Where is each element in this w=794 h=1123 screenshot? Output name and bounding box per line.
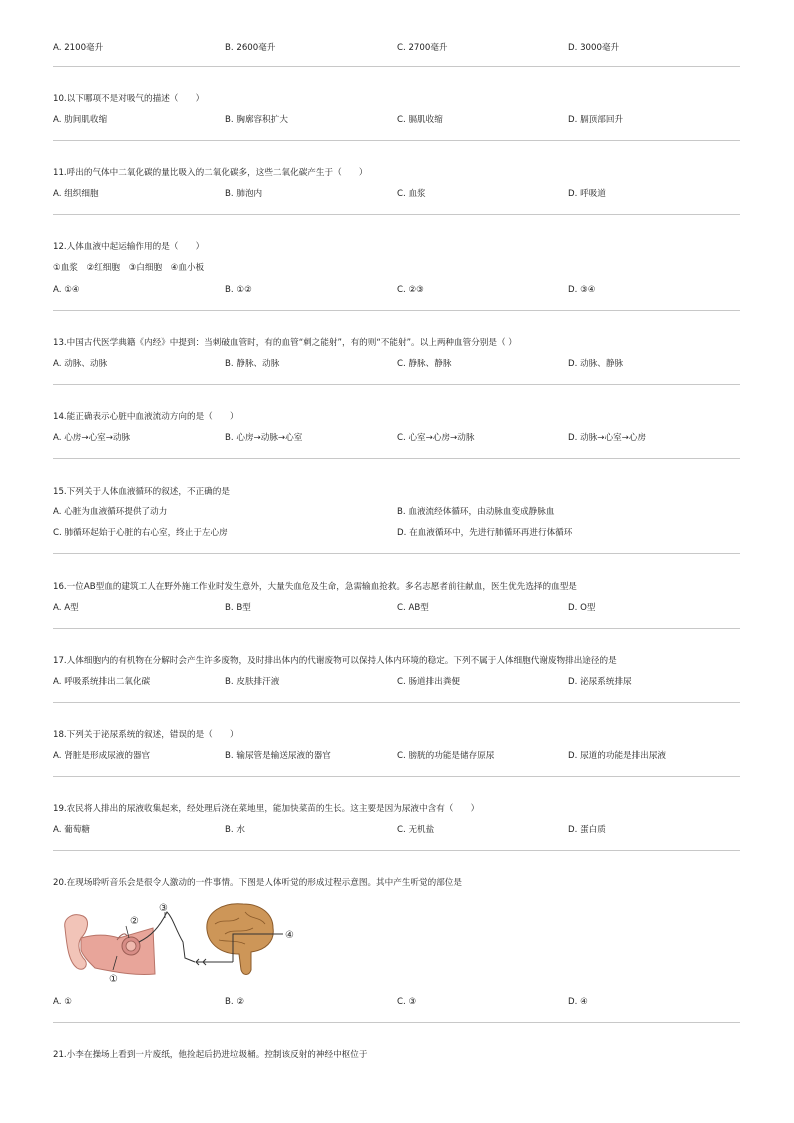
figure-label-3: ③ bbox=[159, 903, 168, 914]
q17-option-d[interactable]: D. 泌尿系统排尿 bbox=[568, 677, 632, 687]
q11-stem: 11.呼出的气体中二氧化碳的量比吸入的二氧化碳多，这些二氧化碳产生于（ ） bbox=[53, 168, 368, 178]
separator bbox=[53, 66, 740, 67]
q12-option-b[interactable]: B. ①② bbox=[225, 285, 252, 295]
separator bbox=[53, 850, 740, 851]
q10-option-b[interactable]: B. 胸廓容积扩大 bbox=[225, 115, 288, 125]
q18-stem: 18.下列关于泌尿系统的叙述，错误的是（ ） bbox=[53, 730, 239, 740]
separator bbox=[53, 702, 740, 703]
q10-option-c[interactable]: C. 膈肌收缩 bbox=[397, 115, 443, 125]
q15-option-b[interactable]: B. 血液流经体循环，由动脉血变成静脉血 bbox=[397, 507, 555, 517]
arrow-left-1 bbox=[196, 959, 203, 965]
separator bbox=[53, 776, 740, 777]
q20-option-a[interactable]: A. ① bbox=[53, 997, 72, 1007]
separator bbox=[53, 628, 740, 629]
q9-option-b[interactable]: B. 2600毫升 bbox=[225, 43, 276, 53]
q10-stem: 10.以下哪项不是对吸气的描述（ ） bbox=[53, 94, 205, 104]
q12-stem: 12.人体血液中起运输作用的是（ ） bbox=[53, 242, 205, 252]
q13-option-d[interactable]: D. 动脉、静脉 bbox=[568, 359, 624, 369]
q19-option-b[interactable]: B. 水 bbox=[225, 825, 245, 835]
q17-option-b[interactable]: B. 皮肤排汗液 bbox=[225, 677, 280, 687]
separator bbox=[53, 140, 740, 141]
q14-option-c[interactable]: C. 心室→心房→动脉 bbox=[397, 433, 475, 443]
separator bbox=[53, 214, 740, 215]
q21-stem: 21.小李在操场上看到一片废纸，他捡起后扔进垃圾桶。控制该反射的神经中枢位于 bbox=[53, 1050, 368, 1060]
q11-option-d[interactable]: D. 呼吸道 bbox=[568, 189, 606, 199]
figure-label-1: ① bbox=[109, 974, 118, 984]
q19-option-c[interactable]: C. 无机盐 bbox=[397, 825, 435, 835]
q12-option-d[interactable]: D. ③④ bbox=[568, 285, 596, 295]
q11-option-a[interactable]: A. 组织细胞 bbox=[53, 189, 99, 199]
q19-option-a[interactable]: A. 葡萄糖 bbox=[53, 825, 90, 835]
figure-label-4: ④ bbox=[285, 930, 294, 941]
q10-option-d[interactable]: D. 膈顶部回升 bbox=[568, 115, 624, 125]
arrow-left-2 bbox=[203, 959, 210, 965]
q19-stem: 19.农民将人排出的尿液收集起来，经处理后浇在菜地里，能加快菜苗的生长。这主要是因为尿液中含有（ ） bbox=[53, 804, 480, 814]
q17-option-a[interactable]: A. 呼吸系统排出二氧化碳 bbox=[53, 677, 151, 687]
ear-canal-shape bbox=[81, 928, 155, 975]
separator bbox=[53, 458, 740, 459]
q18-option-a[interactable]: A. 肾脏是形成尿液的器官 bbox=[53, 751, 151, 761]
q14-stem: 14.能正确表示心脏中血液流动方向的是（ ） bbox=[53, 412, 239, 422]
q11-option-b[interactable]: B. 肺泡内 bbox=[225, 189, 263, 199]
q19-option-d[interactable]: D. 蛋白质 bbox=[568, 825, 606, 835]
q12-choices-list: ①血浆 ②红细胞 ③白细胞 ④血小板 bbox=[53, 263, 205, 273]
q17-stem: 17.人体细胞内的有机物在分解时会产生许多废物，及时排出体内的代谢废物可以保持人体内环境的稳定。下列不属于人体细胞代谢废物排出途径的是 bbox=[53, 656, 617, 666]
q20-option-c[interactable]: C. ③ bbox=[397, 997, 417, 1007]
separator bbox=[53, 1022, 740, 1023]
brain-shape bbox=[207, 904, 273, 975]
q18-option-b[interactable]: B. 输尿管是输送尿液的器官 bbox=[225, 751, 331, 761]
q20-option-d[interactable]: D. ④ bbox=[568, 997, 588, 1007]
q16-stem: 16.一位AB型血的建筑工人在野外施工作业时发生意外，大量失血危及生命，急需输血抢救。多名志愿者前往献血，医生优先选择的血型是 bbox=[53, 582, 577, 592]
q16-option-d[interactable]: D. O型 bbox=[568, 603, 596, 613]
q13-option-c[interactable]: C. 静脉、静脉 bbox=[397, 359, 452, 369]
q12-option-c[interactable]: C. ②③ bbox=[397, 285, 424, 295]
q16-option-a[interactable]: A. A型 bbox=[53, 603, 79, 613]
q16-option-b[interactable]: B. B型 bbox=[225, 603, 251, 613]
q11-option-c[interactable]: C. 血浆 bbox=[397, 189, 426, 199]
q9-option-a[interactable]: A. 2100毫升 bbox=[53, 43, 104, 53]
q15-stem: 15.下列关于人体血液循环的叙述，不正确的是 bbox=[53, 487, 230, 497]
separator bbox=[53, 553, 740, 554]
separator bbox=[53, 310, 740, 311]
q17-option-c[interactable]: C. 肠道排出粪便 bbox=[397, 677, 461, 687]
q14-option-a[interactable]: A. 心房→心室→动脉 bbox=[53, 433, 131, 443]
hearing-process-figure bbox=[55, 898, 315, 984]
q15-option-c[interactable]: C. 肺循环起始于心脏的右心室，终止于左心房 bbox=[53, 528, 228, 538]
q14-option-d[interactable]: D. 动脉→心室→心房 bbox=[568, 433, 647, 443]
q15-option-a[interactable]: A. 心脏为血液循环提供了动力 bbox=[53, 507, 168, 517]
q12-option-a[interactable]: A. ①④ bbox=[53, 285, 80, 295]
q9-option-d[interactable]: D. 3000毫升 bbox=[568, 43, 620, 53]
q18-option-c[interactable]: C. 膀胱的功能是储存原尿 bbox=[397, 751, 495, 761]
q9-option-c[interactable]: C. 2700毫升 bbox=[397, 43, 448, 53]
q18-option-d[interactable]: D. 尿道的功能是排出尿液 bbox=[568, 751, 667, 761]
q15-option-d[interactable]: D. 在血液循环中，先进行肺循环再进行体循环 bbox=[397, 528, 573, 538]
q13-stem: 13.中国古代医学典籍《内经》中提到：当刺破血管时，有的血管“刺之能射”，有的则“不能射”。以上两种血管分别是（ ） bbox=[53, 338, 517, 348]
q13-option-a[interactable]: A. 动脉、动脉 bbox=[53, 359, 108, 369]
q14-option-b[interactable]: B. 心房→动脉→心室 bbox=[225, 433, 303, 443]
hearing-diagram bbox=[55, 898, 315, 984]
q16-option-c[interactable]: C. AB型 bbox=[397, 603, 429, 613]
q20-option-b[interactable]: B. ② bbox=[225, 997, 245, 1007]
q13-option-b[interactable]: B. 静脉、动脉 bbox=[225, 359, 280, 369]
figure-label-2: ② bbox=[130, 916, 139, 927]
q20-stem: 20.在现场聆听音乐会是很令人激动的一件事情。下图是人体听觉的形成过程示意图。其中产生听觉的部位是 bbox=[53, 878, 462, 888]
q10-option-a[interactable]: A. 肋间肌收缩 bbox=[53, 115, 108, 125]
separator bbox=[53, 384, 740, 385]
